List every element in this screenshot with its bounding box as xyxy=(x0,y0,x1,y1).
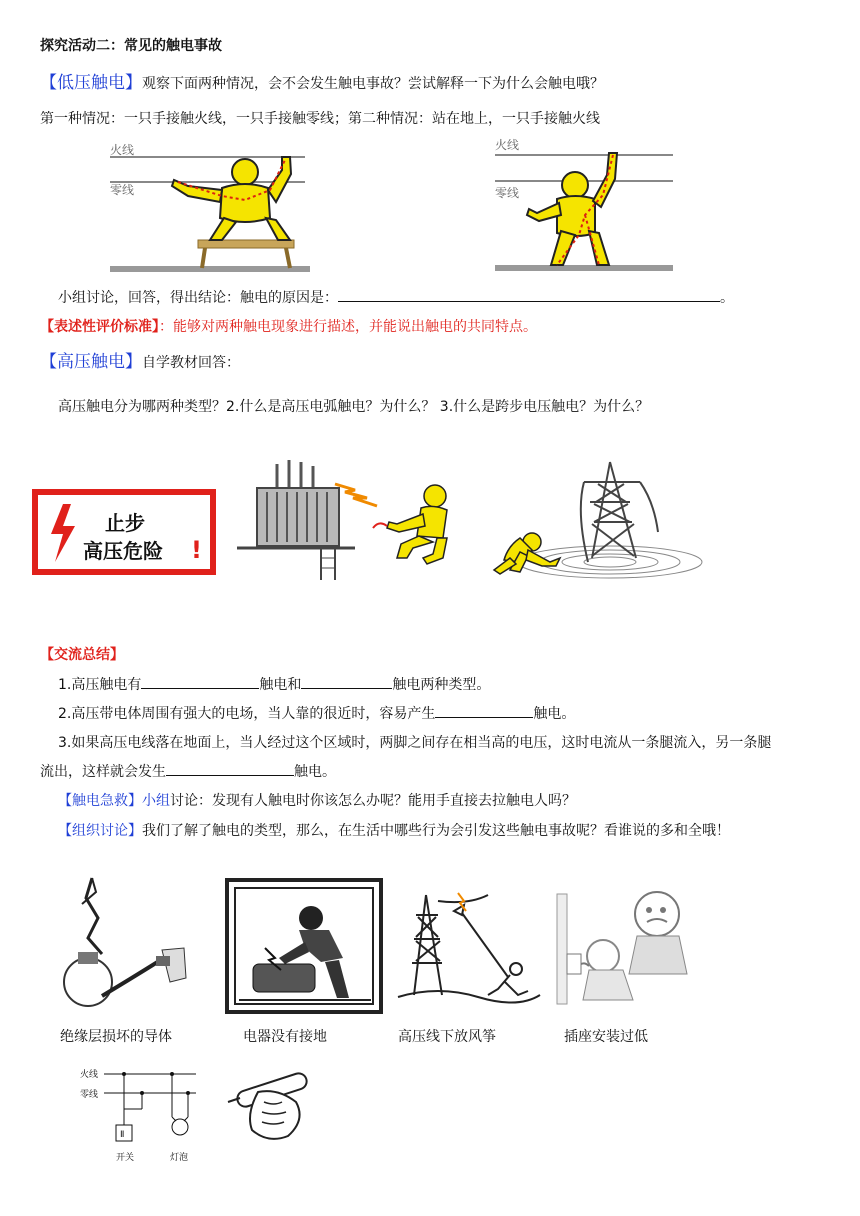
summary-item-3-line-1: 3.如果高压电线落在地面上，当人经过这个区域时，两脚之间存在相当高的电压，这时电流从一条腿流入，另一条腿 xyxy=(58,735,772,751)
circuit-fire-label: 火线 xyxy=(80,1070,99,1080)
fire-wire-label-2: 火线 xyxy=(495,138,520,152)
caption-low-socket: 插座安装过低 xyxy=(564,1029,648,1045)
summary-tag: 【交流总结】 xyxy=(40,647,124,663)
low-socket-figure xyxy=(553,884,699,1014)
sign-line-1: 止步 xyxy=(105,511,145,535)
summary-item-1-c: 触电两种类型。 xyxy=(392,677,491,693)
no-ground-figure xyxy=(225,878,383,1014)
caption-kite: 高压线下放风筝 xyxy=(398,1029,496,1045)
first-aid xyxy=(58,790,576,810)
fire-wire-label-1: 火线 xyxy=(110,143,135,157)
first-aid-text: 讨论：发现有人触电时你该怎么办呢？能用手直接去拉触电人吗？ xyxy=(170,793,576,809)
circuit-diagram xyxy=(80,1065,200,1165)
conclusion-suffix: 。 xyxy=(720,290,734,306)
organize-text: 我们了解了触电的类型，那么，在生活中哪些行为会引发这些触电事故呢？看谁说的多和全哦！ xyxy=(142,823,730,839)
low-voltage-heading xyxy=(40,68,604,93)
circuit-bulb-label: 灯泡 xyxy=(170,1153,189,1163)
circuit-zero-label: 零线 xyxy=(80,1090,99,1100)
sign-exclaim: ! xyxy=(191,536,202,564)
damaged-conductor-figure xyxy=(62,878,192,1013)
conclusion-line xyxy=(58,287,734,307)
caption-no-ground: 电器没有接地 xyxy=(243,1029,327,1045)
conclusion-prefix: 小组讨论，回答，得出结论：触电的原因是： xyxy=(58,290,338,306)
summary-item-3-line-2 xyxy=(40,761,336,781)
caption-damaged-conductor: 绝缘层损坏的导体 xyxy=(60,1029,172,1045)
sign-line-2: 高压危险 xyxy=(83,539,163,563)
conclusion-blank[interactable] xyxy=(338,287,720,302)
criteria-text: ：能够对两种触电现象进行描述，并能说出触电的共同特点。 xyxy=(159,319,537,335)
summary-item-3-a: 流出，这样就会发生 xyxy=(40,764,166,780)
low-voltage-figure-1 xyxy=(110,140,310,275)
summary-blank-1[interactable] xyxy=(141,674,259,689)
summary-item-1-a: 1.高压触电有 xyxy=(58,677,142,693)
criteria xyxy=(40,316,537,336)
first-aid-group: 小组 xyxy=(142,793,170,809)
zero-wire-label-1: 零线 xyxy=(110,183,135,197)
summary-item-2-a: 2.高压带电体周围有强大的电场，当人靠的很近时，容易产生 xyxy=(58,706,436,722)
summary-item-3-b: 触电。 xyxy=(294,764,336,780)
low-voltage-prompt: 观察下面两种情况，会不会发生触电事故？尝试解释一下为什么会触电哦？ xyxy=(142,76,604,92)
section-title: 探究活动二：常见的触电事故 xyxy=(40,38,222,54)
criteria-tag: 【表述性评价标准】 xyxy=(40,319,159,335)
summary-item-1 xyxy=(58,674,490,694)
circuit-switch-label: 开关 xyxy=(116,1153,135,1163)
low-voltage-tag: 【低压触电】 xyxy=(40,73,142,93)
summary-item-1-b: 触电和 xyxy=(259,677,302,693)
high-voltage-heading xyxy=(40,347,240,372)
summary-item-2-b: 触电。 xyxy=(533,706,576,722)
summary-blank-2[interactable] xyxy=(301,674,392,689)
organize-discussion xyxy=(58,820,730,840)
first-aid-tag: 【触电急救】 xyxy=(58,793,142,809)
danger-sign xyxy=(33,490,215,574)
zero-wire-label-2: 零线 xyxy=(495,186,520,200)
step-voltage-figure xyxy=(480,462,705,580)
summary-blank-4[interactable] xyxy=(166,761,294,776)
low-voltage-figure-2 xyxy=(495,135,675,275)
arc-discharge-figure xyxy=(237,458,457,580)
organize-tag: 【组织讨论】 xyxy=(58,823,142,839)
svg-text:Ⅱ: Ⅱ xyxy=(120,1130,125,1140)
tester-pen-figure xyxy=(218,1062,320,1144)
summary-blank-3[interactable] xyxy=(435,703,533,718)
high-voltage-questions: 高压触电分为哪两种类型？2.什么是高压电弧触电？为什么？ 3.什么是跨步电压触电？为什么？ xyxy=(58,399,650,415)
high-voltage-tag: 【高压触电】 xyxy=(40,352,142,372)
low-voltage-cases: 第一种情况：一只手接触火线，一只手接触零线；第二种情况：站在地上，一只手接触火线 xyxy=(40,111,600,127)
kite-figure xyxy=(398,885,540,1013)
high-voltage-prompt: 自学教材回答： xyxy=(142,355,240,371)
summary-item-2 xyxy=(58,703,575,723)
